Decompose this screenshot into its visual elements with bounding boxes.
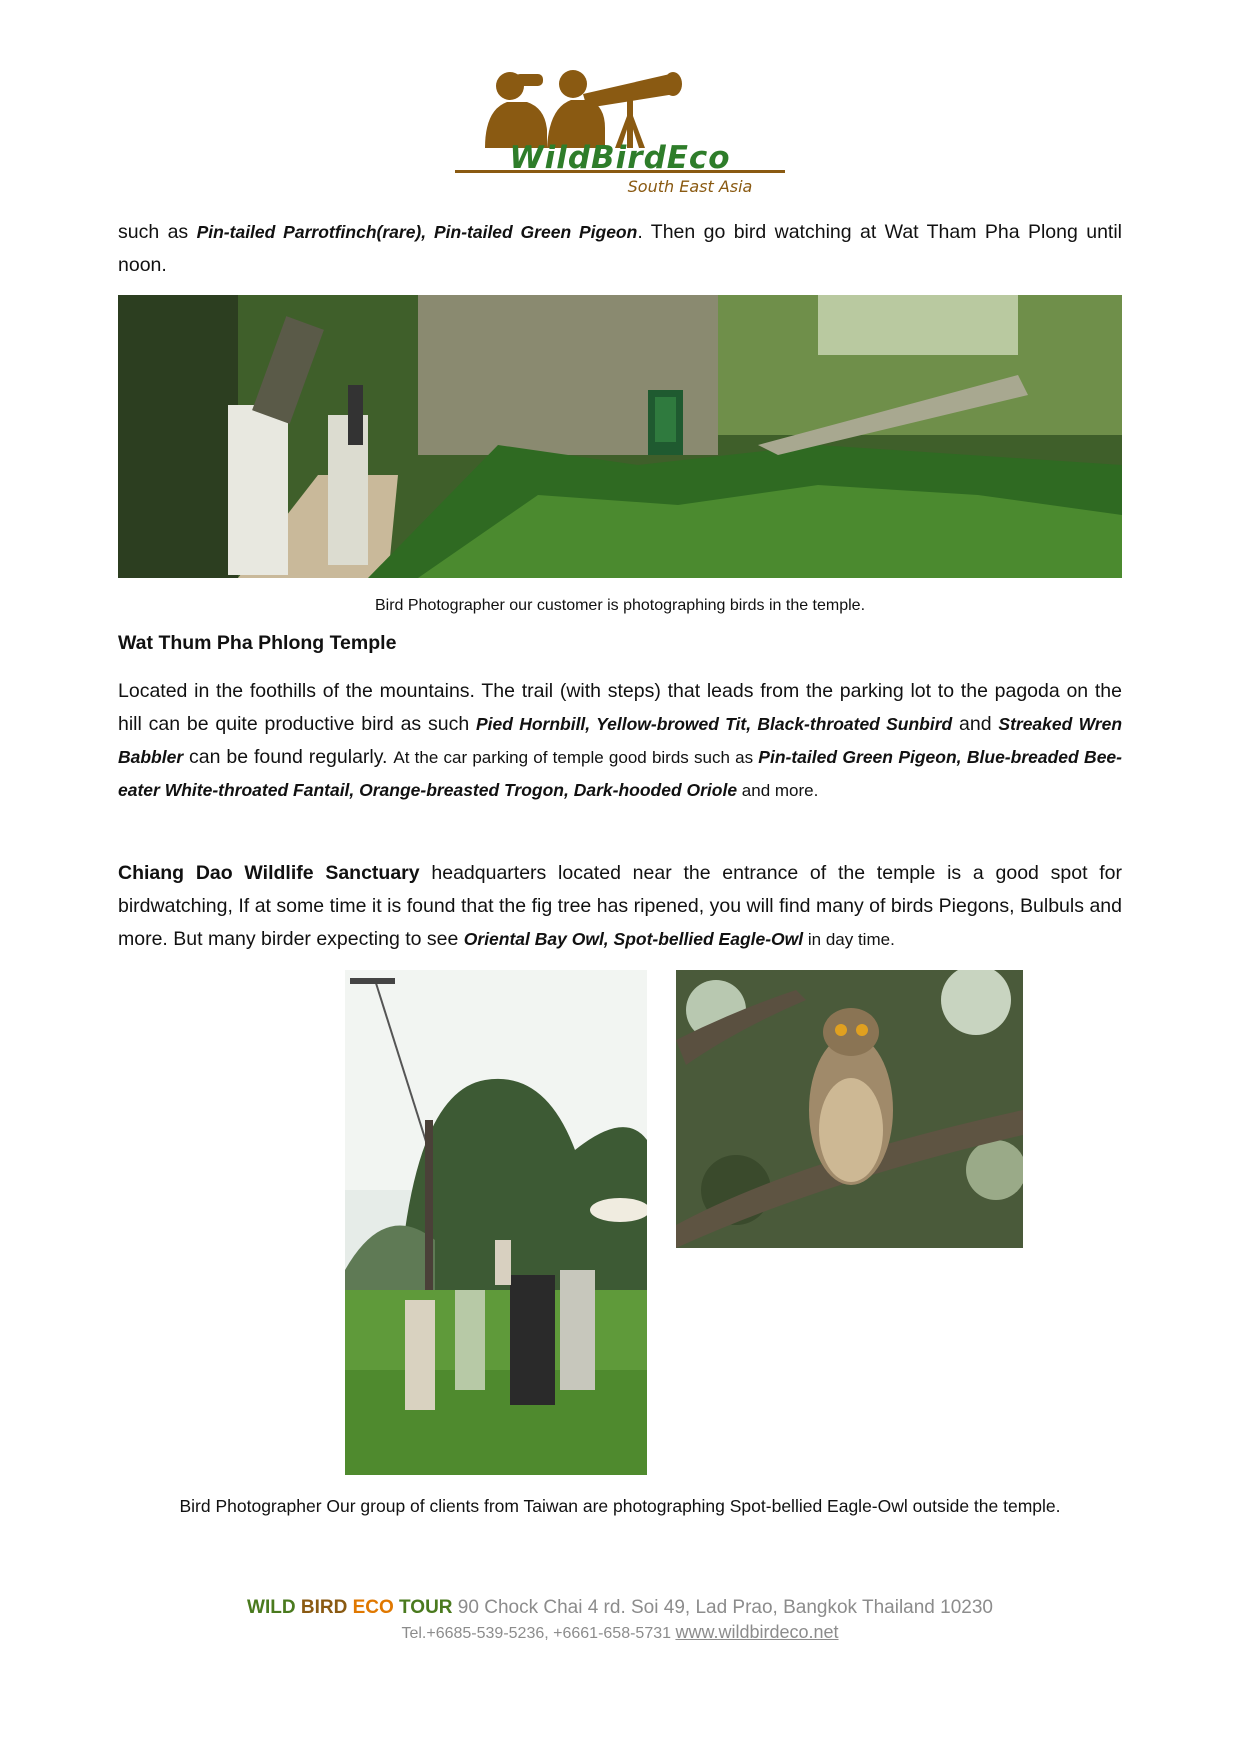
intro-prefix: such as [118,221,197,243]
temple-text-3: At the car parking of temple good birds such as [393,748,759,767]
footer-address: 90 Chock Chai 4 rd. Soi 49, Lad Prao, Bangkok Thailand 10230 [452,1597,993,1618]
sanctuary-name: Chiang Dao Wildlife Sanctuary [118,862,420,884]
footer-contact-line [0,1622,1240,1643]
photo-caption-2: Bird Photographer Our group of clients from Taiwan are photographing Spot-bellied Eagle-Owl outside the temple. [179,1496,1061,1516]
logo-wordmark: WildBirdEco [509,140,731,176]
footer-phone: Tel.+6685-539-5236, +6661-658-5731 [401,1625,676,1642]
photo-caption-1: Bird Photographer our customer is photographing birds in the temple. [374,597,866,614]
footer-website-link[interactable]: www.wildbirdeco.net [675,1622,839,1642]
temple-text-1: Located in the foothills of the mountains. The trail (with steps) that leads from the parking lot to the pagoda on the hill can be quite productive bird as such [118,680,1122,735]
temple-birds-1: Pied Hornbill, Yellow-browed Tit, Black-throated Sunbird [475,714,953,734]
birdwatchers-silhouette-icon [455,68,785,148]
logo-tagline: South East Asia [627,177,753,196]
sanctuary-text-1: headquarters located near the entrance of the temple is a good spot for birdwatching, If at some time it is found that the fig tree has ripened, you will find many of birds Piegons, Bulbuls and more. But many birder expecting to see [118,862,1122,950]
temple-paragraph [118,675,1122,807]
temple-birds-3: Pin-tailed Green Pigeon, Blue-breaded Bee-eater White-throated Fantail, Orange-breasted Trogon, Dark-hooded Oriole [118,747,1122,800]
group-photographers-photo [345,970,647,1475]
sanctuary-paragraph [118,857,1122,956]
footer-brand-eco: ECO [352,1597,394,1618]
footer-brand-tour: TOUR [399,1597,453,1618]
footer-brand-wild: WILD [247,1597,296,1618]
logo [455,68,785,198]
intro-birds: Pin-tailed Parrotfinch(rare), Pin-tailed Green Pigeon [196,222,638,242]
group-photographers-photo-art [345,970,647,1475]
intro-suffix: . Then go bird watching at Wat Tham Pha Plong until noon. [118,221,1123,276]
temple-text-2: can be found regularly. [183,746,394,768]
footer-address-line [0,1597,1240,1619]
temple-birds-2: Streaked Wren Babbler [118,714,1123,767]
temple-trail-photo-art [118,295,1122,578]
temple-text-4: and more. [737,781,819,800]
intro-paragraph [118,216,1122,282]
eagle-owl-photo-art [676,970,1023,1248]
eagle-owl-photo [676,970,1023,1248]
temple-heading: Wat Thum Pha Phlong Temple [118,632,397,654]
temple-trail-photo [118,295,1122,578]
temple-and: and [952,713,999,735]
sanctuary-text-2: in day time. [803,930,895,949]
sanctuary-birds: Oriental Bay Owl, Spot-bellied Eagle-Owl [463,929,804,949]
footer-brand-bird: BIRD [300,1597,348,1618]
